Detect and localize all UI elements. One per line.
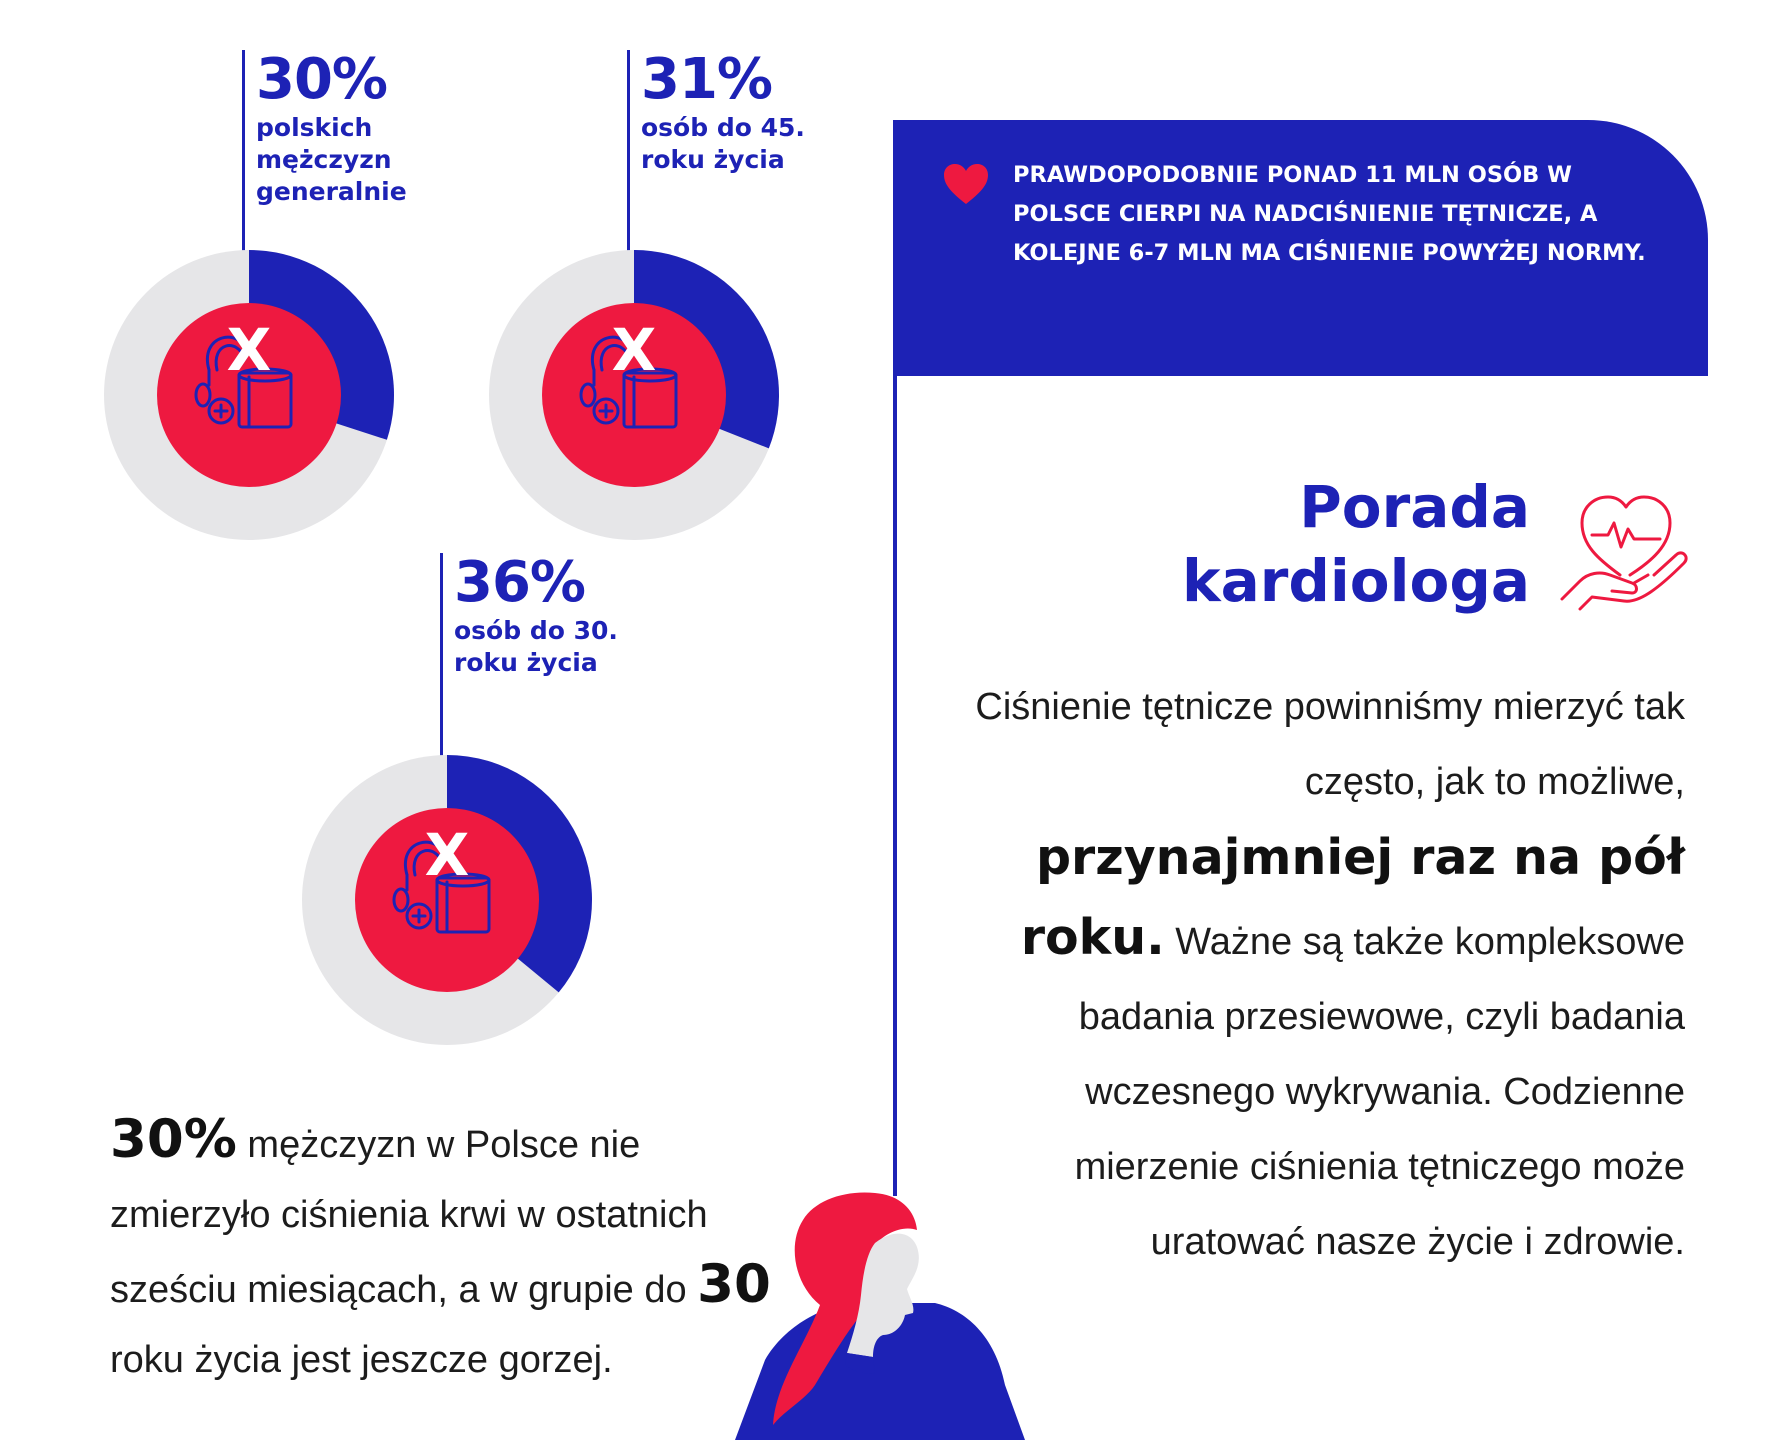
stat-description: osób do 30. roku życia <box>454 616 618 677</box>
bottom-note-text-2: roku życia jest jeszcze gorzej. <box>110 1339 613 1381</box>
info-text: PRAWDOPODOBNIE PONAD 11 MLN OSÓB W POLSCE CIERPI NA NADCIŚNIENIE TĘTNICZE, A KOLEJNE 6-7 MLN MA CIŚNIENIE POWYŻEJ NORMY. <box>1013 162 1646 266</box>
tip-text-emphasis: przynajmniej raz na pół roku. <box>1020 829 1685 966</box>
bottom-note-big-percentage: 30% <box>110 1109 237 1170</box>
donut-chart-under-45 <box>484 245 784 545</box>
stat-percentage: 30% <box>256 47 388 112</box>
info-panel-pole <box>893 376 897 1196</box>
bottom-note <box>110 1105 790 1395</box>
stat-description: osób do 45. roku życia <box>641 113 805 174</box>
bottom-note-big-age: 30 <box>697 1254 771 1315</box>
stat-description: polskich mężczyzn generalnie <box>256 113 407 206</box>
bottom-note-text-1: mężczyzn w Polsce nie zmierzyło ciśnienia krwi w ostatnich sześciu miesiącach, a w grupie do <box>110 1124 708 1311</box>
x-mark-icon: X <box>424 821 470 889</box>
tip-text-intro: Ciśnienie tętnicze powinniśmy mierzyć tak często, jak to możliwe, <box>975 686 1685 803</box>
tip-title-line1: Porada <box>1299 473 1530 541</box>
donut-chart-men-overall <box>99 245 399 545</box>
heart-hand-icon <box>1558 483 1693 613</box>
woman-illustration <box>735 1185 1055 1445</box>
stat-percentage: 31% <box>641 47 773 112</box>
tip-title-line2: kardiologa <box>1182 547 1530 615</box>
heart-icon <box>942 162 990 206</box>
x-mark-icon: X <box>226 316 272 384</box>
tip-title <box>1150 470 1530 618</box>
tip-text-rest: Ważne są także kompleksowe badania przesiewowe, czyli badania wczesnego wykrywania. Codzienne mierzenie ciśnienia tętniczego może uratować nasze życie i zdrowie. <box>1074 921 1685 1263</box>
donut-chart-under-30 <box>297 750 597 1050</box>
stat-percentage: 36% <box>454 550 586 615</box>
x-mark-icon: X <box>611 316 657 384</box>
